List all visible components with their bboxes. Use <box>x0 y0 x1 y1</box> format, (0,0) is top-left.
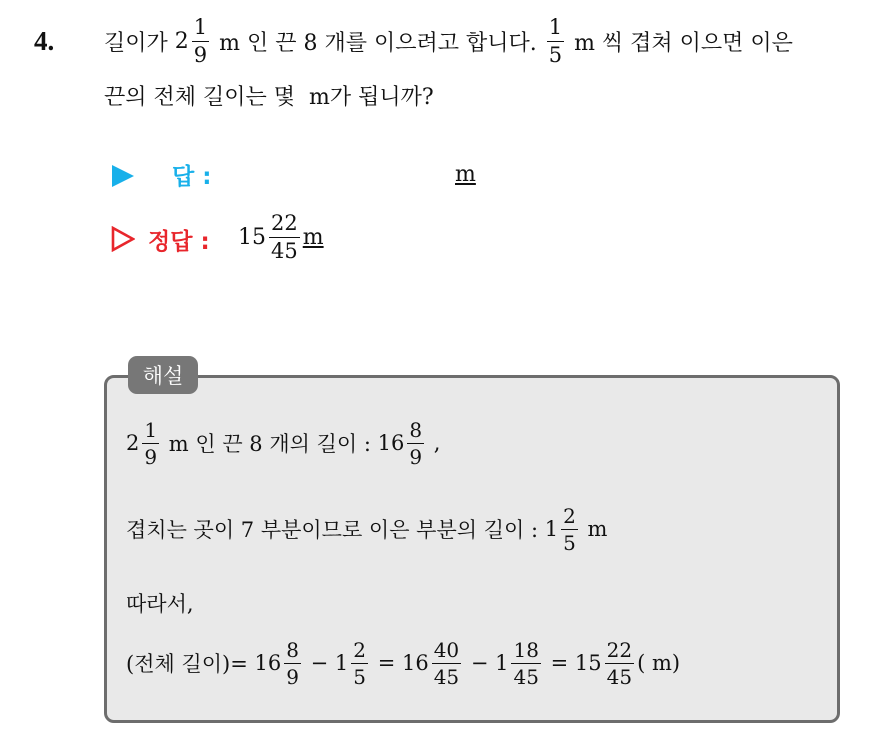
solution-text: 겹치는 곳이 7 부분이므로 이은 부분의 길이 : <box>126 518 545 542</box>
fraction <box>284 637 301 689</box>
numerator: 40 <box>433 637 460 662</box>
fraction <box>351 637 368 689</box>
fraction <box>407 417 424 469</box>
fraction <box>511 637 540 689</box>
mixed-whole: 16 <box>254 651 282 675</box>
fraction <box>142 417 159 469</box>
mixed-whole: 15 <box>238 224 266 250</box>
denominator: 5 <box>548 42 563 67</box>
operator: − <box>303 651 335 675</box>
denominator: 5 <box>563 530 576 555</box>
mixed-whole: 1 <box>544 517 559 541</box>
solution-line-2 <box>126 498 607 560</box>
numerator: 22 <box>606 637 633 662</box>
denominator: 9 <box>409 444 423 469</box>
fraction <box>547 14 564 67</box>
question-line-2: 끈의 전체 길이는 몇 m가 됩니까? <box>104 85 434 110</box>
mixed-whole: 16 <box>377 431 405 455</box>
numerator: 1 <box>192 17 209 42</box>
numerator: 2 <box>353 637 367 662</box>
numerator: 8 <box>409 417 423 442</box>
solution-text: m 인 끈 8 개의 길이 : <box>162 432 378 456</box>
correct-answer-label: 정답 : <box>148 229 210 255</box>
question-text: m 인 끈 8 개를 이으려고 합니다. <box>212 30 544 56</box>
numerator: 1 <box>547 17 564 42</box>
denominator: 5 <box>353 664 367 689</box>
solution-line-3: 따라서, <box>126 592 194 616</box>
fraction <box>269 210 300 263</box>
solution-tab: 해설 <box>128 356 198 394</box>
solution-line-1 <box>126 412 440 474</box>
denominator: 45 <box>433 664 460 689</box>
denominator: 9 <box>144 444 158 469</box>
outline-triangle-icon <box>111 226 135 252</box>
correct-answer-unit: m <box>302 224 324 250</box>
numerator: 18 <box>513 637 539 662</box>
denominator: 45 <box>513 664 539 689</box>
operator: − <box>464 651 496 675</box>
numerator: 2 <box>563 503 576 528</box>
denominator: 9 <box>286 664 299 689</box>
denominator: 45 <box>606 664 633 689</box>
solution-text: ( m) <box>637 651 681 675</box>
fraction <box>192 14 209 67</box>
play-triangle-icon <box>112 165 134 187</box>
denominator: 9 <box>193 42 208 67</box>
question-text: 길이가 <box>104 30 175 56</box>
question-text: m 씩 겹쳐 이으면 이은 <box>567 30 793 56</box>
fraction <box>605 637 634 689</box>
answer-label: 답 : <box>172 164 212 190</box>
operator: = <box>543 651 575 675</box>
operator: = <box>371 651 402 675</box>
numerator: 1 <box>144 417 158 442</box>
fraction <box>432 637 461 689</box>
mixed-whole: 15 <box>574 651 602 675</box>
mixed-whole: 1 <box>495 651 509 675</box>
numerator: 8 <box>286 637 299 662</box>
solution-text: (전체 길이)= <box>126 652 255 676</box>
mixed-whole: 2 <box>126 431 140 455</box>
solution-text: , <box>427 431 441 455</box>
fraction <box>561 503 578 555</box>
question-line-1 <box>104 10 793 72</box>
answer-unit: m <box>455 162 476 187</box>
mixed-whole: 2 <box>174 28 189 54</box>
denominator: 45 <box>271 238 298 263</box>
numerator: 22 <box>269 213 300 238</box>
solution-text: m <box>580 517 608 541</box>
question-number: 4. <box>34 26 55 56</box>
solution-line-4 <box>126 632 680 694</box>
correct-answer-value <box>238 206 324 268</box>
mixed-whole: 16 <box>401 651 429 675</box>
mixed-whole: 1 <box>334 651 349 675</box>
